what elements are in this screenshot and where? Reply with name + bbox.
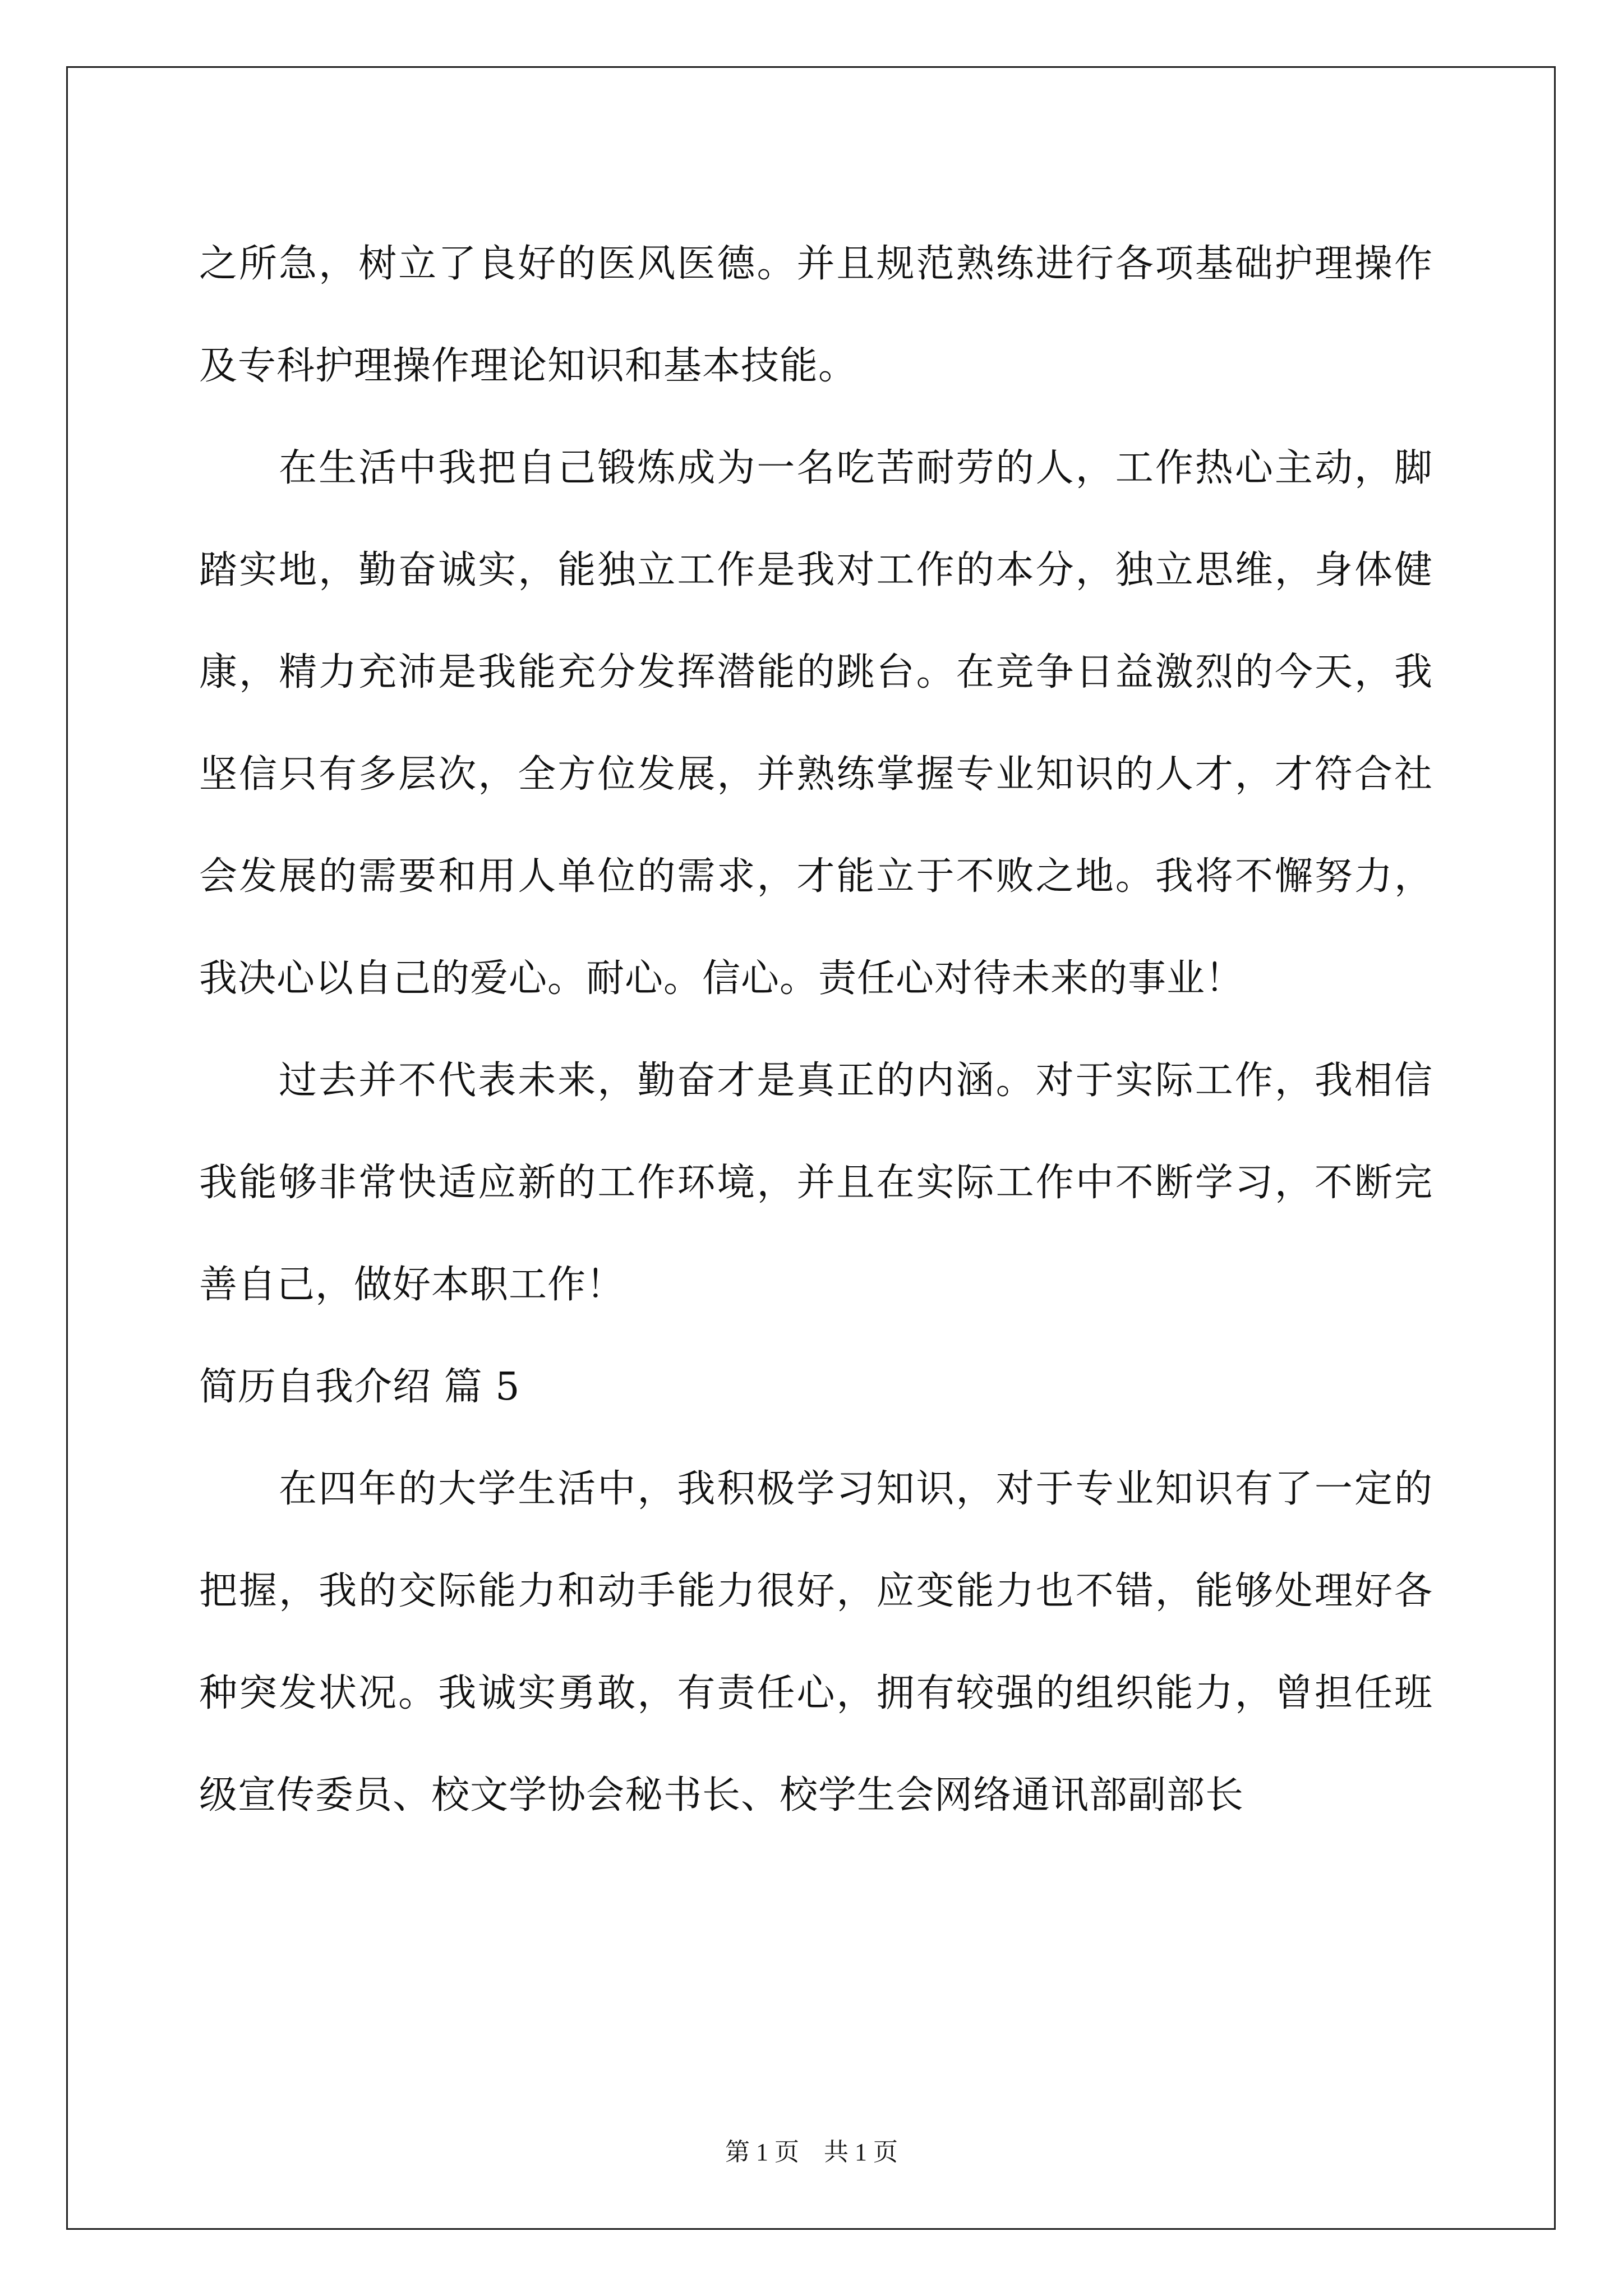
document-body (199, 213, 1433, 1847)
paragraph-future: 过去并不代表未来，勤奋才是真正的内涵。对于实际工作，我相信我能够非常快适应新的工作环境，并且在实际工作中不断学习，不断完善自己，做好本职工作！ (199, 1059, 1433, 1307)
paragraph-continuation: 之所急，树立了良好的医风医德。并且规范熟练进行各项基础护理操作及专科护理操作理论知识和基本技能。 (199, 242, 1433, 388)
section-heading: 简历自我介绍 篇 5 (199, 1365, 520, 1409)
paragraph-life: 在生活中我把自己锻炼成为一名吃苦耐劳的人，工作热心主动，脚踏实地，勤奋诚实，能独立工作是我对工作的本分，独立思维，身体健康，精力充沛是我能充分发挥潜能的跳台。在竞争日益激烈的今天，我坚信只有多层次，全方位发展，并熟练掌握专业知识的人才，才符合社会发展的需要和用人单位的需求，才能立于不败之地。我将不懈努力，我决心以自己的爱心。耐心。信心。责任心对待未来的事业！ (199, 446, 1433, 1001)
page-footer: 第 1 页 共 1 页 (725, 2138, 898, 2166)
paragraph-university: 在四年的大学生活中，我积极学习知识，对于专业知识有了一定的把握，我的交际能力和动手能力很好，应变能力也不错，能够处理好各种突发状况。我诚实勇敢，有责任心，拥有较强的组织能力，曾担任班级宣传委员、校文学协会秘书长、校学生会网络通讯部副部长 (199, 1467, 1433, 1818)
